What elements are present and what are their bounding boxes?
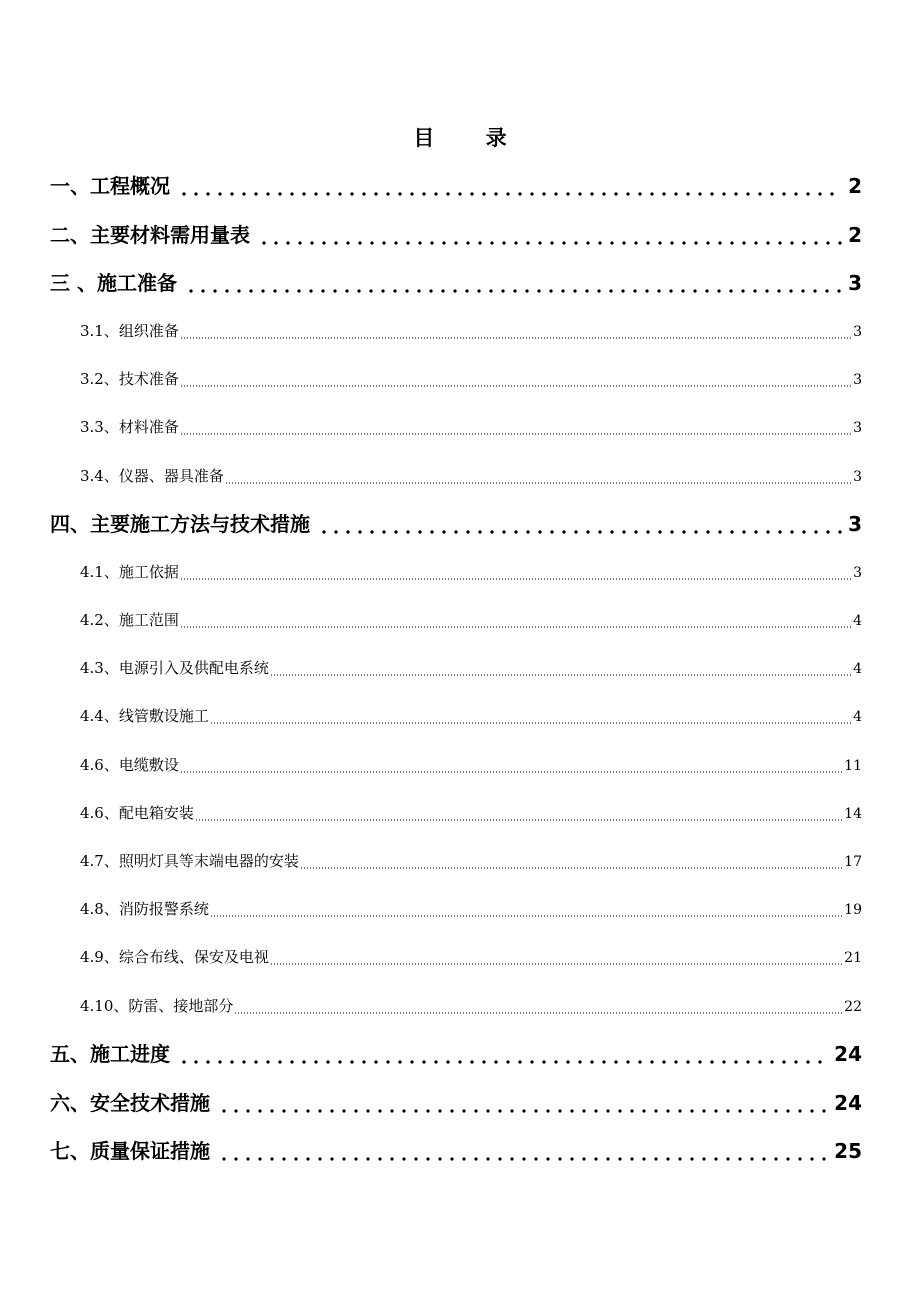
toc-entry-label: 3.2、技术准备 — [80, 370, 179, 388]
dot-leader — [258, 241, 842, 245]
dot-leader — [180, 626, 852, 628]
dot-leader — [178, 1060, 828, 1064]
dot-leader — [210, 722, 852, 724]
toc-entry-page: 2 — [848, 223, 862, 247]
toc-entry-page: 3 — [853, 324, 862, 340]
toc-entry-section-7[interactable] — [50, 1135, 862, 1169]
toc-entry-page: 3 — [848, 512, 862, 536]
toc-entry-section-6[interactable] — [50, 1087, 862, 1121]
dot-leader — [218, 1157, 828, 1161]
toc-entry-label: 一、工程概况 — [50, 174, 170, 198]
toc-entry-3-1[interactable] — [80, 320, 862, 344]
toc-entry-3-4[interactable] — [80, 465, 862, 489]
toc-entry-page: 2 — [848, 174, 862, 198]
dot-leader — [270, 963, 843, 965]
toc-entry-3-3[interactable] — [80, 416, 862, 440]
toc-entry-4-2[interactable] — [80, 609, 862, 633]
dot-leader — [180, 385, 852, 387]
toc-entry-page: 4 — [853, 661, 862, 677]
toc-entry-label: 4.10、防雷、接地部分 — [80, 997, 234, 1015]
toc-entry-page: 14 — [844, 806, 862, 822]
dot-leader — [210, 915, 843, 917]
toc-entry-page: 4 — [853, 613, 862, 629]
toc-entry-label: 四、主要施工方法与技术措施 — [50, 512, 310, 536]
toc-entry-section-1[interactable] — [50, 170, 862, 204]
toc-entry-label: 4.9、综合布线、保安及电视 — [80, 948, 269, 966]
toc-entry-page: 3 — [853, 565, 862, 581]
toc-entry-label: 4.1、施工依据 — [80, 563, 179, 581]
toc-entry-4-3[interactable] — [80, 657, 862, 681]
toc-entry-3-2[interactable] — [80, 368, 862, 392]
dot-leader — [180, 433, 852, 435]
toc-entry-section-3[interactable] — [50, 267, 862, 301]
toc-entry-label: 二、主要材料需用量表 — [50, 223, 250, 247]
toc-entry-page: 3 — [853, 420, 862, 436]
toc-entry-page: 21 — [844, 950, 862, 966]
toc-entry-4-1[interactable] — [80, 561, 862, 585]
toc-entry-page: 25 — [834, 1139, 862, 1163]
toc-entry-label: 六、安全技术措施 — [50, 1091, 210, 1115]
toc-entry-label: 4.8、消防报警系统 — [80, 900, 209, 918]
toc-entry-label: 4.6、配电箱安装 — [80, 804, 194, 822]
toc-entry-label: 五、施工进度 — [50, 1042, 170, 1066]
toc-entry-page: 19 — [844, 902, 862, 918]
toc-entry-page: 11 — [844, 758, 862, 774]
dot-leader — [180, 771, 843, 773]
dot-leader — [225, 482, 852, 484]
toc-entry-page: 24 — [834, 1091, 862, 1115]
toc-entry-label: 4.4、线管敷设施工 — [80, 707, 209, 725]
toc-entry-section-4[interactable] — [50, 508, 862, 542]
toc-entry-4-9[interactable] — [80, 946, 862, 970]
toc-entry-4-7[interactable] — [80, 850, 862, 874]
dot-leader — [180, 578, 852, 580]
dot-leader — [234, 1012, 843, 1014]
toc-entry-4-6-cable[interactable] — [80, 754, 862, 778]
dot-leader — [218, 1109, 828, 1113]
toc-entry-section-5[interactable] — [50, 1038, 862, 1072]
toc-entry-page: 4 — [853, 709, 862, 725]
toc-entry-page: 22 — [844, 999, 862, 1015]
dot-leader — [318, 530, 842, 534]
toc-entry-4-6-box[interactable] — [80, 802, 862, 826]
toc-entry-label: 三 、施工准备 — [50, 271, 177, 295]
toc-entry-label: 3.1、组织准备 — [80, 322, 179, 340]
toc-entry-page: 3 — [848, 271, 862, 295]
toc-entry-label: 3.3、材料准备 — [80, 418, 179, 436]
dot-leader — [195, 819, 843, 821]
dot-leader — [178, 192, 842, 196]
toc-entry-label: 4.7、照明灯具等末端电器的安装 — [80, 852, 299, 870]
toc-entry-label: 3.4、仪器、器具准备 — [80, 467, 224, 485]
toc-entry-label: 七、质量保证措施 — [50, 1139, 210, 1163]
toc-entry-page: 3 — [853, 469, 862, 485]
toc-entry-4-10[interactable] — [80, 995, 862, 1019]
dot-leader — [185, 289, 842, 293]
toc-entry-label: 4.3、电源引入及供配电系统 — [80, 659, 269, 677]
toc-entry-4-8[interactable] — [80, 898, 862, 922]
dot-leader — [270, 674, 852, 676]
toc-entry-section-2[interactable] — [50, 219, 862, 253]
page-title: 目 录 — [413, 125, 529, 150]
dot-leader — [180, 337, 852, 339]
toc-entry-page: 3 — [853, 372, 862, 388]
toc-entry-4-4[interactable] — [80, 705, 862, 729]
toc-entry-page: 17 — [844, 854, 862, 870]
toc-entry-label: 4.2、施工范围 — [80, 611, 179, 629]
dot-leader — [300, 867, 843, 869]
toc-entry-page: 24 — [834, 1042, 862, 1066]
toc-entry-label: 4.6、电缆敷设 — [80, 756, 179, 774]
